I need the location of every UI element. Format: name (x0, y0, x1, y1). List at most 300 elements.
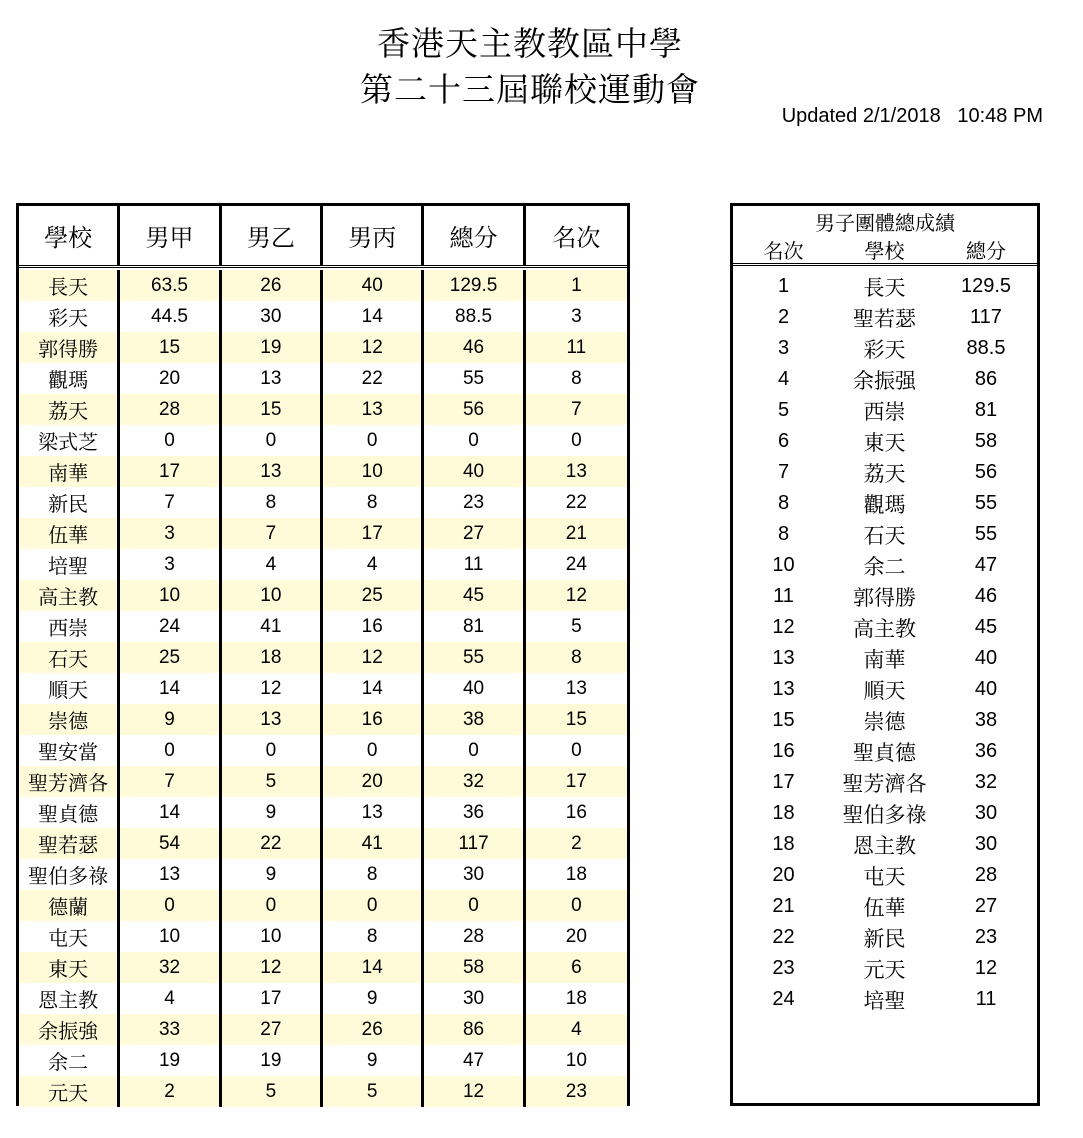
cell-boys-c: 8 (323, 921, 424, 952)
cell-boys-c: 13 (323, 797, 424, 828)
cell-boys-a: 15 (120, 332, 221, 363)
ranking-cell-rank: 21 (772, 895, 795, 917)
ranking-cell-school: 伍華 (863, 895, 906, 920)
ranking-row (733, 581, 1037, 612)
cell-school: 郭得勝 (19, 332, 120, 363)
header-rank: 名次 (552, 224, 601, 252)
ranking-cell-school: 余振强 (853, 368, 916, 393)
cell-school: 恩主教 (19, 983, 120, 1014)
cell-boys-b: 41 (222, 611, 323, 642)
ranking-cell-total: 23 (974, 926, 998, 948)
ranking-cell-rank: 12 (772, 616, 795, 638)
ranking-cell-school: 彩天 (863, 337, 906, 362)
cell-boys-a: 0 (120, 890, 221, 921)
cell-boys-a: 10 (120, 921, 221, 952)
ranking-cell-total: 45 (974, 616, 998, 638)
ranking-cell-total: 36 (974, 740, 998, 762)
cell-boys-a: 14 (120, 673, 221, 704)
cell-rank: 20 (526, 921, 627, 952)
cell-boys-b: 5 (222, 766, 323, 797)
cell-boys-a: 3 (120, 549, 221, 580)
cell-boys-c: 14 (323, 952, 424, 983)
cell-boys-c: 17 (323, 518, 424, 549)
cell-boys-c: 8 (323, 487, 424, 518)
cell-boys-a: 10 (120, 580, 221, 611)
cell-school: 德蘭 (19, 890, 120, 921)
ranking-cell-school: 新民 (863, 926, 906, 951)
cell-school: 聖芳濟各 (19, 766, 120, 797)
table-row (19, 332, 627, 363)
ranking-cell-school: 觀瑪 (863, 492, 906, 517)
ranking-row (733, 364, 1037, 395)
cell-boys-b: 26 (222, 270, 323, 301)
cell-boys-b: 13 (222, 704, 323, 735)
cell-boys-a: 33 (120, 1014, 221, 1045)
cell-rank: 7 (526, 394, 627, 425)
header-boys-c: 男丙 (323, 206, 424, 265)
ranking-row (733, 829, 1037, 860)
table-header (19, 206, 627, 268)
cell-rank: 8 (526, 642, 627, 673)
cell-total: 55 (424, 363, 525, 394)
cell-boys-b: 10 (222, 580, 323, 611)
cell-rank: 18 (526, 859, 627, 890)
cell-boys-a: 28 (120, 394, 221, 425)
table-row (19, 859, 627, 890)
ranking-row (733, 426, 1037, 457)
ranking-cell-school: 石天 (863, 523, 906, 548)
cell-total: 81 (424, 611, 525, 642)
ranking-title: 男子團體總成績 (815, 211, 955, 235)
cell-boys-c: 13 (323, 394, 424, 425)
ranking-cell-rank: 18 (772, 802, 795, 824)
cell-boys-a: 63.5 (120, 270, 221, 301)
cell-rank: 2 (526, 828, 627, 859)
cell-boys-a: 32 (120, 952, 221, 983)
cell-rank: 13 (526, 456, 627, 487)
cell-boys-a: 20 (120, 363, 221, 394)
cell-boys-b: 18 (222, 642, 323, 673)
table-row (19, 704, 627, 735)
cell-boys-a: 17 (120, 456, 221, 487)
cell-school: 長天 (19, 270, 120, 301)
cell-school: 余二 (19, 1045, 120, 1076)
cell-boys-c: 20 (323, 766, 424, 797)
cell-school: 伍華 (19, 518, 120, 549)
ranking-cell-rank: 18 (772, 833, 795, 855)
ranking-row (733, 612, 1037, 643)
ranking-cell-school: 培聖 (863, 988, 906, 1013)
table-row (19, 580, 627, 611)
ranking-cell-total: 30 (974, 802, 998, 824)
ranking-cell-rank: 22 (772, 926, 795, 948)
cell-total: 46 (424, 332, 525, 363)
cell-school: 聖伯多祿 (19, 859, 120, 890)
ranking-cell-rank: 4 (777, 368, 790, 390)
table-row (19, 1045, 627, 1076)
ranking-cell-school: 郭得勝 (853, 585, 916, 610)
cell-boys-b: 15 (222, 394, 323, 425)
cell-total: 12 (424, 1076, 525, 1107)
ranking-cell-rank: 24 (772, 988, 795, 1010)
ranking-row (733, 302, 1037, 333)
ranking-row (733, 798, 1037, 829)
cell-total: 40 (424, 456, 525, 487)
ranking-cell-rank: 7 (777, 461, 790, 483)
table-row (19, 890, 627, 921)
ranking-cell-school: 長天 (863, 275, 906, 300)
ranking-cell-rank: 11 (773, 585, 794, 607)
ranking-cell-school: 荔天 (863, 461, 906, 486)
cell-rank: 4 (526, 1014, 627, 1045)
cell-boys-b: 9 (222, 859, 323, 890)
ranking-cell-rank: 2 (777, 306, 790, 328)
ranking-cell-school: 順天 (863, 678, 906, 703)
cell-boys-a: 7 (120, 766, 221, 797)
ranking-table (730, 203, 1040, 1106)
cell-boys-b: 17 (222, 983, 323, 1014)
cell-rank: 24 (526, 549, 627, 580)
ranking-header (733, 236, 1037, 266)
ranking-row (733, 271, 1037, 302)
ranking-cell-rank: 5 (777, 399, 790, 421)
cell-boys-b: 22 (222, 828, 323, 859)
table-row (19, 270, 627, 301)
cell-total: 36 (424, 797, 525, 828)
cell-school: 東天 (19, 952, 120, 983)
cell-boys-a: 54 (120, 828, 221, 859)
cell-total: 30 (424, 859, 525, 890)
cell-boys-a: 9 (120, 704, 221, 735)
table-row (19, 425, 627, 456)
updated-timestamp: Updated 2/1/2018 10:48 PM (781, 105, 1043, 127)
ranking-cell-total: 12 (974, 957, 998, 979)
cell-total: 0 (424, 425, 525, 456)
cell-boys-c: 9 (323, 983, 424, 1014)
ranking-header-school: 學校 (864, 239, 905, 263)
cell-rank: 0 (526, 890, 627, 921)
cell-boys-c: 41 (323, 828, 424, 859)
table-row (19, 611, 627, 642)
ranking-cell-school: 余二 (863, 554, 906, 579)
cell-school: 聖貞德 (19, 797, 120, 828)
ranking-header-rank: 名次 (763, 239, 804, 263)
cell-boys-b: 9 (222, 797, 323, 828)
table-row (19, 921, 627, 952)
ranking-cell-rank: 15 (772, 709, 795, 731)
cell-boys-c: 26 (323, 1014, 424, 1045)
cell-school: 新民 (19, 487, 120, 518)
cell-school: 西崇 (19, 611, 120, 642)
ranking-row (733, 488, 1037, 519)
ranking-cell-rank: 1 (777, 275, 790, 297)
cell-school: 彩天 (19, 301, 120, 332)
cell-total: 47 (424, 1045, 525, 1076)
cell-boys-c: 16 (323, 611, 424, 642)
ranking-row (733, 860, 1037, 891)
ranking-cell-total: 88.5 (966, 337, 1006, 359)
ranking-cell-total: 40 (974, 678, 998, 700)
cell-boys-c: 12 (323, 332, 424, 363)
cell-total: 11 (424, 549, 525, 580)
ranking-row (733, 550, 1037, 581)
cell-school: 觀瑪 (19, 363, 120, 394)
ranking-cell-total: 47 (974, 554, 998, 576)
page-title: 香港天主教教區中學 (377, 24, 683, 63)
ranking-cell-total: 81 (974, 399, 998, 421)
table-row (19, 952, 627, 983)
table-row (19, 766, 627, 797)
cell-school: 順天 (19, 673, 120, 704)
ranking-cell-total: 117 (970, 306, 1002, 328)
ranking-cell-rank: 10 (772, 554, 795, 576)
table-row (19, 456, 627, 487)
cell-rank: 5 (526, 611, 627, 642)
cell-boys-c: 25 (323, 580, 424, 611)
ranking-row (733, 705, 1037, 736)
ranking-row (733, 395, 1037, 426)
ranking-cell-school: 聖伯多祿 (842, 802, 927, 827)
table-row (19, 673, 627, 704)
cell-boys-b: 12 (222, 952, 323, 983)
cell-total: 0 (424, 735, 525, 766)
cell-total: 23 (424, 487, 525, 518)
table-row (19, 487, 627, 518)
cell-boys-c: 14 (323, 673, 424, 704)
cell-boys-c: 22 (323, 363, 424, 394)
ranking-cell-total: 38 (974, 709, 998, 731)
ranking-cell-school: 崇德 (863, 709, 906, 734)
cell-boys-a: 19 (120, 1045, 221, 1076)
ranking-row (733, 519, 1037, 550)
ranking-cell-rank: 8 (777, 523, 790, 545)
cell-total: 32 (424, 766, 525, 797)
cell-boys-a: 14 (120, 797, 221, 828)
cell-boys-c: 0 (323, 425, 424, 456)
ranking-row (733, 953, 1037, 984)
cell-total: 30 (424, 983, 525, 1014)
cell-boys-c: 10 (323, 456, 424, 487)
cell-boys-c: 8 (323, 859, 424, 890)
table-row (19, 549, 627, 580)
table-row (19, 1014, 627, 1045)
cell-boys-a: 7 (120, 487, 221, 518)
ranking-cell-total: 32 (974, 771, 998, 793)
page-subtitle: 第二十三屆聯校運動會 (360, 70, 700, 109)
cell-rank: 3 (526, 301, 627, 332)
table-row (19, 363, 627, 394)
cell-rank: 12 (526, 580, 627, 611)
header-boys-a: 男甲 (120, 206, 221, 265)
cell-boys-b: 0 (222, 890, 323, 921)
table-row (19, 828, 627, 859)
cell-boys-c: 5 (323, 1076, 424, 1107)
cell-boys-a: 44.5 (120, 301, 221, 332)
cell-boys-a: 24 (120, 611, 221, 642)
ranking-cell-total: 40 (974, 647, 998, 669)
ranking-cell-total: 28 (974, 864, 998, 886)
cell-boys-a: 25 (120, 642, 221, 673)
table-row (19, 301, 627, 332)
ranking-row (733, 674, 1037, 705)
ranking-cell-total: 11 (975, 988, 997, 1010)
ranking-cell-school: 恩主教 (853, 833, 916, 858)
ranking-cell-school: 元天 (863, 957, 906, 982)
ranking-cell-total: 56 (974, 461, 998, 483)
cell-boys-a: 0 (120, 735, 221, 766)
cell-school: 高主教 (19, 580, 120, 611)
cell-boys-b: 13 (222, 456, 323, 487)
ranking-row (733, 736, 1037, 767)
ranking-row (733, 333, 1037, 364)
cell-boys-c: 40 (323, 270, 424, 301)
cell-total: 86 (424, 1014, 525, 1045)
cell-school: 余振強 (19, 1014, 120, 1045)
header-school: 學校 (19, 206, 120, 265)
cell-rank: 18 (526, 983, 627, 1014)
cell-boys-c: 12 (323, 642, 424, 673)
ranking-row (733, 767, 1037, 798)
ranking-cell-total: 46 (974, 585, 998, 607)
cell-rank: 17 (526, 766, 627, 797)
ranking-cell-total: 55 (974, 523, 998, 545)
header-boys-b: 男乙 (222, 206, 323, 265)
table-row (19, 394, 627, 425)
cell-boys-b: 27 (222, 1014, 323, 1045)
header-total: 總分 (424, 206, 525, 265)
cell-boys-b: 12 (222, 673, 323, 704)
table-row (19, 983, 627, 1014)
cell-total: 45 (424, 580, 525, 611)
ranking-cell-school: 高主教 (853, 616, 916, 641)
cell-boys-c: 14 (323, 301, 424, 332)
cell-rank: 23 (526, 1076, 627, 1107)
cell-total: 56 (424, 394, 525, 425)
ranking-cell-total: 58 (974, 430, 998, 452)
ranking-cell-total: 129.5 (960, 275, 1012, 297)
cell-boys-c: 4 (323, 549, 424, 580)
cell-rank: 0 (526, 735, 627, 766)
ranking-cell-school: 屯天 (863, 864, 906, 889)
cell-total: 58 (424, 952, 525, 983)
cell-boys-c: 0 (323, 890, 424, 921)
ranking-cell-rank: 13 (772, 678, 795, 700)
cell-boys-a: 2 (120, 1076, 221, 1107)
table-body (19, 268, 627, 1107)
cell-school: 梁式芝 (19, 425, 120, 456)
cell-total: 38 (424, 704, 525, 735)
cell-boys-c: 9 (323, 1045, 424, 1076)
ranking-cell-school: 聖芳濟各 (842, 771, 927, 796)
cell-school: 崇德 (19, 704, 120, 735)
table-row (19, 1076, 627, 1107)
table-row (19, 642, 627, 673)
cell-school: 聖若瑟 (19, 828, 120, 859)
ranking-cell-rank: 23 (772, 957, 795, 979)
table-row (19, 735, 627, 766)
ranking-cell-rank: 13 (772, 647, 795, 669)
ranking-row (733, 891, 1037, 922)
ranking-row (733, 457, 1037, 488)
table-row (19, 518, 627, 549)
cell-boys-b: 19 (222, 1045, 323, 1076)
cell-boys-a: 4 (120, 983, 221, 1014)
cell-total: 0 (424, 890, 525, 921)
cell-boys-b: 30 (222, 301, 323, 332)
cell-rank: 13 (526, 673, 627, 704)
cell-boys-b: 7 (222, 518, 323, 549)
ranking-cell-school: 南華 (863, 647, 906, 672)
cell-boys-b: 5 (222, 1076, 323, 1107)
ranking-header-total: 總分 (966, 239, 1006, 263)
school-scores-table (16, 203, 630, 1106)
cell-rank: 15 (526, 704, 627, 735)
cell-total: 55 (424, 642, 525, 673)
cell-school: 元天 (19, 1076, 120, 1107)
cell-rank: 8 (526, 363, 627, 394)
cell-rank: 6 (526, 952, 627, 983)
ranking-cell-school: 聖若瑟 (853, 306, 916, 331)
ranking-cell-school: 西崇 (863, 399, 906, 424)
cell-rank: 0 (526, 425, 627, 456)
cell-total: 40 (424, 673, 525, 704)
ranking-cell-total: 27 (974, 895, 998, 917)
cell-school: 聖安當 (19, 735, 120, 766)
cell-boys-a: 0 (120, 425, 221, 456)
ranking-row (733, 643, 1037, 674)
ranking-cell-rank: 6 (777, 430, 790, 452)
cell-boys-b: 4 (222, 549, 323, 580)
ranking-cell-school: 東天 (863, 430, 906, 455)
cell-total: 117 (424, 828, 525, 859)
cell-boys-c: 0 (323, 735, 424, 766)
ranking-cell-rank: 8 (777, 492, 790, 514)
cell-school: 屯天 (19, 921, 120, 952)
cell-rank: 22 (526, 487, 627, 518)
ranking-row (733, 984, 1037, 1015)
ranking-cell-school: 聖貞德 (853, 740, 916, 765)
cell-school: 南華 (19, 456, 120, 487)
cell-rank: 16 (526, 797, 627, 828)
cell-total: 129.5 (424, 270, 525, 301)
cell-boys-b: 10 (222, 921, 323, 952)
cell-total: 88.5 (424, 301, 525, 332)
cell-boys-c: 16 (323, 704, 424, 735)
cell-rank: 11 (526, 332, 627, 363)
cell-total: 27 (424, 518, 525, 549)
cell-boys-a: 3 (120, 518, 221, 549)
ranking-row (733, 922, 1037, 953)
cell-total: 28 (424, 921, 525, 952)
table-row (19, 797, 627, 828)
cell-boys-b: 0 (222, 735, 323, 766)
cell-boys-b: 8 (222, 487, 323, 518)
cell-rank: 21 (526, 518, 627, 549)
ranking-cell-rank: 17 (772, 771, 795, 793)
ranking-cell-total: 86 (974, 368, 998, 390)
ranking-cell-rank: 16 (772, 740, 795, 762)
ranking-cell-total: 55 (974, 492, 998, 514)
cell-rank: 10 (526, 1045, 627, 1076)
ranking-body (733, 266, 1037, 1015)
cell-boys-b: 0 (222, 425, 323, 456)
cell-school: 石天 (19, 642, 120, 673)
ranking-cell-total: 30 (974, 833, 998, 855)
ranking-cell-rank: 20 (772, 864, 795, 886)
cell-boys-a: 13 (120, 859, 221, 890)
cell-boys-b: 13 (222, 363, 323, 394)
ranking-cell-rank: 3 (777, 337, 790, 359)
